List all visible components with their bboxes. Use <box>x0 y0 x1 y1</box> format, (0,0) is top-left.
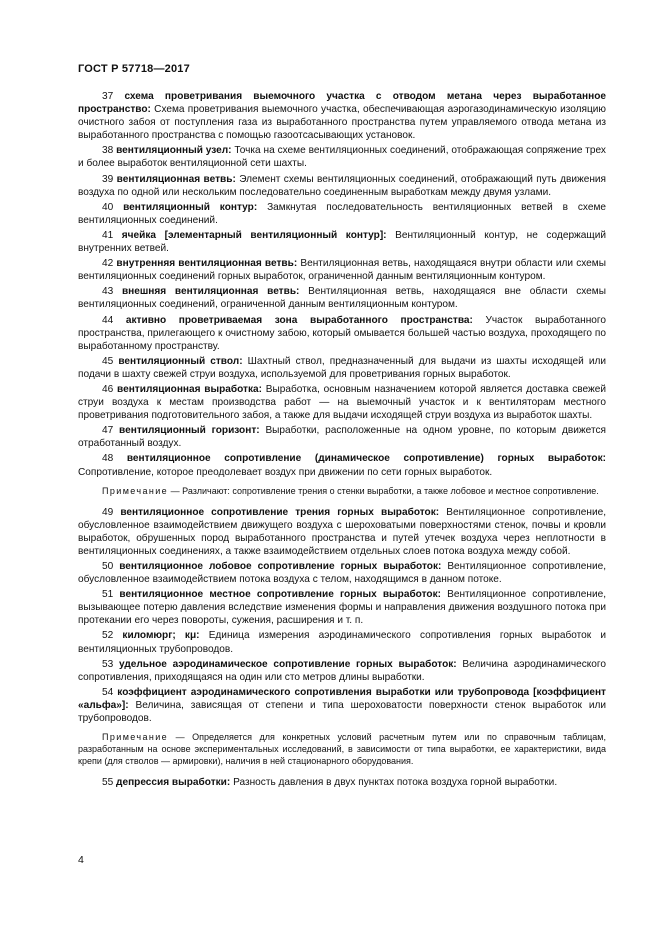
term-definition: Участок выработанного пространства, прилегающего к очистному забою, который омывается большей частью воздуха, проходящего по выработанному пространству. <box>78 314 606 352</box>
term-name: вентиляционный контур: <box>123 201 258 213</box>
term-definition: Выработка, основным назначением которой является доставка свежей струи воздуха к местам производства работ — на выемочный участок и к вентиляторам местного проветривания подготовительного забоя, а также для выдачи исходящей струи воздуха из выработок шахты. <box>78 383 606 422</box>
term-number: 48 <box>102 453 114 465</box>
term-number: 39 <box>102 173 114 185</box>
term-name: удельное аэродинамическое сопротивление горных выработок: <box>118 658 457 670</box>
terms-list <box>78 90 606 791</box>
term-definition: Разность давления в двух пунктах потока воздуха горной выработки. <box>233 777 558 789</box>
term-entry <box>78 229 606 255</box>
term-number: 53 <box>102 658 114 670</box>
term-number: 41 <box>102 229 114 241</box>
term-number: 42 <box>102 258 114 270</box>
term-number: 55 <box>102 777 114 789</box>
term-number: 40 <box>102 201 114 213</box>
term-number: 46 <box>102 383 114 395</box>
term-entry <box>78 452 606 478</box>
term-definition: Величина, зависящая от степени и типа шероховатости поверхности стенок выработок или трубопроводов. <box>78 699 606 725</box>
note-48 <box>78 485 606 497</box>
term-number: 47 <box>102 425 114 437</box>
term-name: вентиляционный горизонт: <box>119 425 260 437</box>
term-definition: Схема проветривания выемочного участка, обеспечивающая аэрогазодинамическую изоляцию очистного забоя от поступления газа из выработанного пространства путем управляемого отвода метана из выработанного пространства с помощью газоотсасывающих установок. <box>78 104 606 142</box>
term-name: депрессия выработки: <box>116 777 231 789</box>
term-definition: Величина аэродинамического сопротивления, приходящаяся на один или сто метров длины выработки. <box>78 658 606 683</box>
term-name: активно проветриваемая зона выработанного пространства: <box>125 314 473 326</box>
term-entry <box>78 201 606 227</box>
term-definition: Единица измерения аэродинамического сопротивления горных выработок и вентиляционных трубопроводов. <box>78 630 606 655</box>
term-name: вентиляционный ствол: <box>118 355 243 367</box>
term-definition: Вентиляционное сопротивление, вызывающее потерю давления вследствие изменения формы и направления движения воздушного потока при протекании его через повороты, сужения, расширения и т. п. <box>78 589 606 627</box>
term-name: вентиляционная ветвь: <box>116 173 236 185</box>
term-number: 52 <box>102 630 114 642</box>
term-entry <box>78 560 606 586</box>
term-name: вентиляционное лобовое сопротивление горных выработок: <box>119 561 442 572</box>
term-definition: Вентиляционный контур, не содержащий внутренних ветвей. <box>78 229 606 255</box>
term-definition: Элемент схемы вентиляционных соединений, отображающий путь движения воздуха по одной или нескольким последовательно соединенным выработкам между двумя узлами. <box>78 173 607 198</box>
term-definition: Вентиляционная ветвь, находящаяся вне области схемы вентиляционных соединений, ограниченной данным вентиляционным контуром. <box>78 286 606 311</box>
term-definition: Выработки, расположенные на одном уровне, по которым движется отработанный воздух. <box>78 425 606 450</box>
term-name: внутренняя вентиляционная ветвь: <box>116 258 298 270</box>
term-name: внешняя вентиляционная ветвь: <box>121 286 300 298</box>
term-entry <box>78 588 606 627</box>
term-name: вентиляционное сопротивление трения горных выработок: <box>120 506 440 518</box>
term-entry <box>78 144 606 170</box>
entries-group-1 <box>78 90 606 479</box>
term-entry <box>78 658 606 684</box>
term-number: 37 <box>102 91 114 102</box>
term-entry <box>78 506 606 558</box>
term-entry <box>78 257 606 283</box>
term-definition: Шахтный ствол, предназначенный для выдачи из шахты исходящей или подачи в шахту свежей струи воздуха, используемой для проветривания горных выработок. <box>78 355 606 380</box>
term-number: 45 <box>102 355 114 367</box>
term-name: вентиляционный узел: <box>116 145 232 157</box>
term-definition: Вентиляционная ветвь, находящаяся внутри области или схемы вентиляционных соединений горных выработок, ограниченной данным вентиляционным контуром. <box>78 258 606 283</box>
term-name: вентиляционное сопротивление (динамическое сопротивление) горных выработок: <box>126 453 606 465</box>
term-name: коэффициент аэродинамического сопротивления выработки или трубопровода [коэффициент «альфа»]: <box>78 686 607 711</box>
term-definition: Точка на схеме вентиляционных соединений, отображающая сопряжение трех и более выработок вентиляционной сети шахты. <box>78 145 606 170</box>
term-entry <box>78 90 606 142</box>
term-entry <box>78 173 606 199</box>
term-number: 38 <box>102 145 114 157</box>
term-entry <box>78 285 606 311</box>
page-number: 4 <box>78 854 84 866</box>
term-entry <box>78 424 606 450</box>
term-name: схема проветривания выемочного участка с отводом метана через выработанное пространство: <box>78 91 606 116</box>
term-definition: Вентиляционное сопротивление, обусловленное взаимодействием потока воздуха с телом, находящимся в данном потоке. <box>78 561 606 586</box>
term-number: 44 <box>102 314 114 326</box>
standard-designation: ГОСТ Р 57718—2017 <box>78 63 190 75</box>
note-text: — Различают: сопротивление трения о стенки выработки, а также лобовое и местное сопротивление. <box>170 485 599 496</box>
entries-group-3 <box>78 776 606 789</box>
term-name: ячейка [элементарный вентиляционный контур]: <box>121 229 387 241</box>
term-number: 54 <box>102 686 114 698</box>
term-definition: Вентиляционное сопротивление, обусловленное взаимодействием движущего воздуха с шероховатыми поверхностями стенок, почвы и кровли выработок, обрушенных пород выработанного пространства и путей утечек воздуха через неплотности в вентиляционных соединениях, а также взаимодействием отдельных слоев потока воздуха между собой. <box>78 506 607 557</box>
term-entry <box>78 776 606 789</box>
note-label: Примечание <box>102 732 169 743</box>
note-text: — Определяется для конкретных условий расчетным путем или по справочным таблицам, разработанным на основе экспериментальных исследований, в зависимости от типа выработки, ее характеристики, вида крепи (для стволов — армировки), наличия в ней стационарного оборудования. <box>78 732 606 767</box>
term-entry <box>78 629 606 655</box>
term-number: 49 <box>102 506 114 518</box>
term-number: 50 <box>102 561 114 572</box>
term-entry <box>78 686 606 725</box>
term-definition: Замкнутая последовательность вентиляционных ветвей в схеме вентиляционных соединений. <box>78 201 607 226</box>
term-name: киломюрг; кμ: <box>122 630 200 642</box>
term-entry <box>78 314 606 353</box>
term-entry <box>78 383 606 422</box>
note-label: Примечание <box>102 485 169 496</box>
entries-group-2 <box>78 506 606 726</box>
term-number: 51 <box>102 589 114 601</box>
term-name: вентиляционная выработка: <box>117 383 263 395</box>
term-name: вентиляционное местное сопротивление горных выработок: <box>119 589 441 601</box>
term-number: 43 <box>102 286 114 298</box>
term-definition: Сопротивление, которое преодолевает воздух при движении по сети горных выработок. <box>78 466 493 478</box>
note-54 <box>78 731 606 767</box>
term-entry <box>78 355 606 381</box>
